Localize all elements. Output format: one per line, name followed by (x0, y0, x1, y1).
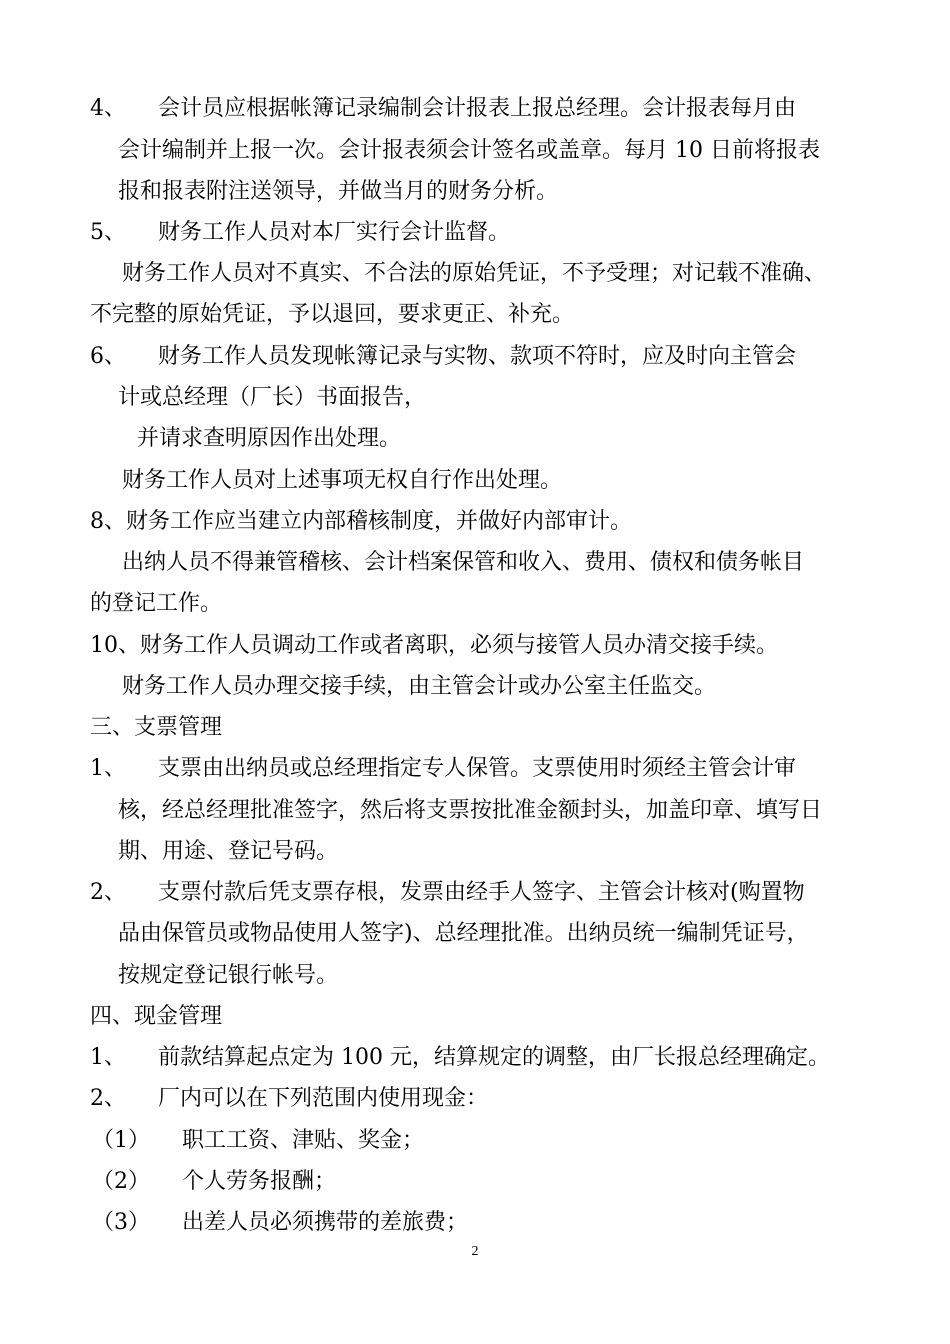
paragraph-line: 财务工作人员对上述事项无权自行作出处理。 (122, 468, 563, 493)
paragraph-line: 报和报表附注送领导，并做当月的财务分析。 (118, 179, 559, 204)
list-number: 1、 (90, 756, 126, 781)
line-text: 个人劳务报酬； (182, 1169, 337, 1194)
line-text: 财务工作人员对本厂实行会计监督。 (158, 220, 511, 245)
list-number: 5、 (90, 220, 126, 245)
line-text: 职工工资、津贴、奖金； (182, 1128, 425, 1153)
section-heading: 三、支票管理 (90, 715, 223, 740)
list-number: 1、 (90, 1045, 126, 1070)
line-text: 会计员应根据帐簿记录编制会计报表上报总经理。会计报表每月由 (158, 96, 797, 121)
paragraph-line: 的登记工作。 (90, 591, 223, 616)
paragraph-line: 按规定登记银行帐号。 (118, 963, 339, 988)
line-text: 出差人员必须携带的差旅费； (182, 1210, 469, 1235)
paragraph-line: 财务工作人员对不真实、不合法的原始凭证，不予受理；对记载不准确、 (122, 261, 827, 286)
line-text: 支票由出纳员或总经理指定专人保管。支票使用时须经主管会计审 (158, 756, 797, 781)
list-number: 6、 (90, 344, 126, 369)
paragraph-line: 期、用途、登记号码。 (118, 839, 339, 864)
list-number: 4、 (90, 96, 126, 121)
paragraph-line: 不完整的原始凭证，予以退回，要求更正、补充。 (90, 302, 575, 327)
paragraph-line: 8、财务工作应当建立内部稽核制度，并做好内部审计。 (90, 509, 632, 534)
paragraph-line: 计或总经理（厂长）书面报告， (118, 385, 427, 410)
list-number: （2） (92, 1169, 150, 1194)
section-heading: 四、现金管理 (90, 1004, 223, 1029)
paragraph-line: 并请求查明原因作出处理。 (137, 426, 402, 451)
line-text: 财务工作人员发现帐簿记录与实物、款项不符时，应及时向主管会 (158, 344, 797, 369)
line-text: 支票付款后凭支票存根，发票由经手人签字、主管会计核对(购置物 (158, 880, 805, 905)
list-number: （1） (92, 1128, 150, 1153)
paragraph-line: 出纳人员不得兼管稽核、会计档案保管和收入、费用、债权和债务帐目 (122, 550, 805, 575)
list-number: 2、 (90, 1086, 126, 1111)
list-number: （3） (92, 1210, 150, 1235)
page-number: 2 (471, 1244, 479, 1259)
paragraph-line: 会计编制并上报一次。会计报表须会计签名或盖章。每月 10 日前将报表 (118, 138, 820, 163)
line-text: 前款结算起点定为 100 元，结算规定的调整，由厂长报总经理确定。 (158, 1045, 830, 1070)
line-text: 厂内可以在下列范围内使用现金： (158, 1086, 489, 1111)
paragraph-line: 10、财务工作人员调动工作或者离职，必须与接管人员办清交接手续。 (90, 633, 778, 658)
paragraph-line: 核，经总经理批准签字，然后将支票按批准金额封头，加盖印章、填写日 (118, 798, 823, 823)
list-number: 2、 (90, 880, 126, 905)
paragraph-line: 财务工作人员办理交接手续，由主管会计或办公室主任监交。 (122, 674, 717, 699)
paragraph-line: 品由保管员或物品使用人签字)、总经理批准。出纳员统一编制凭证号， (118, 921, 809, 946)
